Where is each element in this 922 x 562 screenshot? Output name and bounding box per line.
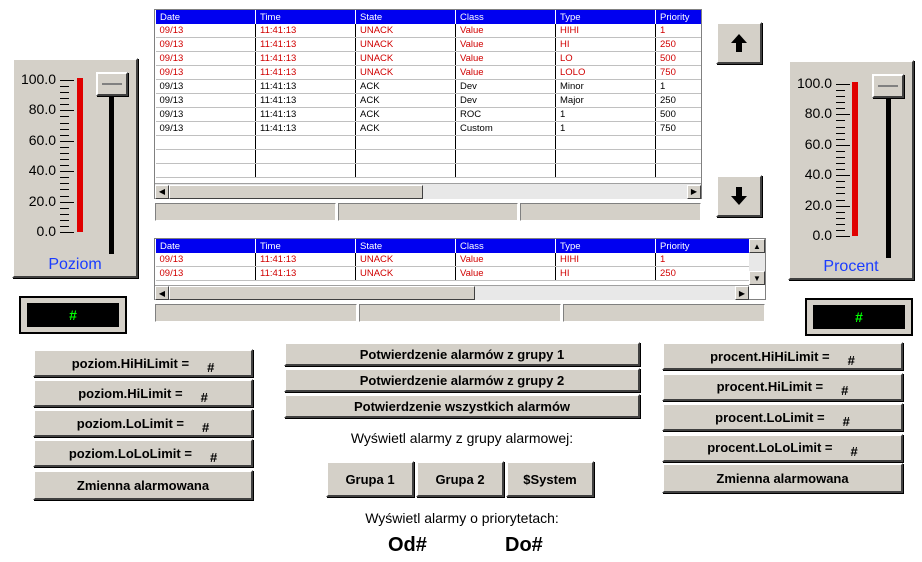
table-cell: UNACK [356, 24, 456, 38]
ack-all-button[interactable]: Potwierdzenie wszystkich alarmów [284, 394, 640, 418]
table-cell: 1 [556, 122, 656, 136]
table-cell [456, 164, 556, 178]
table-cell: 500 [656, 52, 702, 66]
table-cell: Value [456, 253, 556, 267]
scale-tick [60, 92, 69, 93]
bottom-grid-status-bar [155, 304, 765, 322]
scale-tick [836, 151, 845, 152]
left-limit-button[interactable] [33, 409, 253, 437]
scrollbar-thumb[interactable] [169, 185, 423, 199]
table-cell: 11:41:13 [256, 80, 356, 94]
limit-value: # [207, 359, 215, 375]
scale-label: 0.0 [812, 227, 832, 243]
table-cell: 09/13 [156, 122, 256, 136]
scale-tick [60, 135, 69, 136]
table-cell: HIHI [556, 253, 656, 267]
scale-tick [60, 147, 69, 148]
table-row[interactable] [156, 108, 702, 122]
limit-label: poziom.LoLoLimit = [68, 445, 192, 461]
table-cell [356, 164, 456, 178]
column-header-date[interactable]: Date [156, 239, 256, 253]
scale-tick [836, 187, 845, 188]
table-cell: LOLO [556, 66, 656, 80]
scale-tick [836, 200, 845, 201]
table-cell: 1 [656, 80, 702, 94]
priority-to-value: Do# [505, 534, 543, 556]
scale-tick [60, 226, 69, 227]
table-row[interactable] [156, 267, 750, 281]
grid-header-row [156, 10, 702, 24]
table-cell: 11:41:13 [256, 122, 356, 136]
left-limit-button[interactable] [33, 349, 253, 377]
scale-tick [60, 86, 69, 87]
table-cell: UNACK [356, 52, 456, 66]
gauge-name-label: Poziom [48, 256, 102, 273]
table-cell: ACK [356, 108, 456, 122]
scale-tick [60, 104, 69, 105]
limit-label: procent.HiLimit = [716, 379, 824, 394]
scale-tick [836, 102, 845, 103]
status-pane [338, 203, 519, 221]
gauge-bar-track [852, 82, 858, 236]
table-row[interactable] [156, 24, 702, 38]
display-value: # [813, 305, 905, 329]
table-cell: 09/13 [156, 267, 256, 281]
table-row[interactable] [156, 150, 702, 164]
ack-group-1-button[interactable]: Potwierdzenie alarmów z grupy 1 [284, 342, 640, 366]
table-row[interactable] [156, 80, 702, 94]
scale-tick [60, 196, 69, 197]
column-header-time[interactable]: Time [256, 10, 356, 24]
limit-label: procent.LoLoLimit = [707, 440, 833, 455]
table-cell: 11:41:13 [256, 267, 356, 281]
scale-tick [836, 84, 850, 85]
scale-tick [60, 153, 69, 154]
table-cell: 09/13 [156, 66, 256, 80]
scale-label: 40.0 [804, 166, 832, 183]
top-grid-horizontal-scrollbar[interactable] [155, 183, 701, 199]
column-header-priority[interactable]: Priority [656, 239, 750, 253]
table-cell [256, 150, 356, 164]
table-cell [156, 136, 256, 150]
scale-tick [836, 230, 845, 231]
table-cell: 250 [656, 94, 702, 108]
table-cell: ROC [456, 108, 556, 122]
table-cell: Value [456, 66, 556, 80]
table-cell: ACK [356, 94, 456, 108]
limit-label: procent.LoLimit = [715, 409, 825, 425]
ack-group-2-button[interactable]: Potwierdzenie alarmów z grupy 2 [284, 368, 640, 392]
table-cell: Value [456, 38, 556, 52]
scale-tick [836, 193, 845, 194]
scale-label: 60.0 [28, 131, 56, 148]
table-cell [556, 164, 656, 178]
scale-tick [60, 208, 69, 209]
scale-label: 80.0 [28, 101, 56, 118]
alarm-grid-top[interactable] [154, 9, 702, 199]
gauge-panel-poziom [12, 58, 138, 278]
scale-label: 0.0 [36, 223, 56, 239]
table-cell [456, 136, 556, 150]
table-cell: 11:41:13 [256, 24, 356, 38]
table-cell: UNACK [356, 66, 456, 80]
scale-tick [60, 159, 69, 160]
table-cell: HIHI [556, 24, 656, 38]
scale-label: 100.0 [20, 71, 56, 87]
limit-label: poziom.HiLimit = [78, 385, 183, 401]
column-header-class[interactable]: Class [456, 10, 556, 24]
scale-tick [836, 169, 845, 170]
scale-tick [836, 139, 845, 140]
table-cell [656, 136, 702, 150]
scale-tick [836, 163, 845, 164]
table-cell: ACK [356, 80, 456, 94]
scale-tick [60, 177, 69, 178]
table-cell: Minor [556, 80, 656, 94]
column-header-type[interactable]: Type [556, 10, 656, 24]
table-row[interactable] [156, 164, 702, 178]
table-cell: HI [556, 267, 656, 281]
group-2-button[interactable]: Grupa 2 [416, 461, 504, 497]
value-display-poziom [19, 296, 127, 334]
limit-value: # [842, 413, 850, 429]
gauge-name-label: Procent [823, 258, 879, 275]
scroll-up-small-icon[interactable]: ▲ [749, 239, 765, 253]
scale-tick [60, 98, 69, 99]
limit-value: # [202, 419, 210, 435]
table-cell [556, 150, 656, 164]
table-cell: 09/13 [156, 24, 256, 38]
scale-tick [60, 116, 69, 117]
table-cell: 09/13 [156, 80, 256, 94]
slider-thumb[interactable] [96, 72, 128, 96]
limit-value: # [841, 383, 849, 398]
scrollbar-thumb[interactable] [169, 286, 475, 300]
scroll-right-icon[interactable]: ▶ [735, 286, 749, 300]
scale-tick [60, 202, 74, 203]
table-row[interactable] [156, 38, 702, 52]
bottom-grid-horizontal-scrollbar[interactable] [155, 285, 749, 300]
table-cell: 11:41:13 [256, 66, 356, 80]
scroll-down-small-icon[interactable]: ▼ [749, 271, 765, 285]
scale-tick [60, 232, 74, 233]
right-limit-button[interactable] [662, 373, 903, 401]
top-grid-status-bar [155, 203, 701, 221]
scale-tick [60, 80, 74, 81]
table-cell [556, 136, 656, 150]
table-cell [256, 164, 356, 178]
table-cell: 09/13 [156, 253, 256, 267]
column-header-state[interactable]: State [356, 239, 456, 253]
scale-tick [60, 123, 69, 124]
table-cell: 11:41:13 [256, 94, 356, 108]
scale-tick [60, 171, 74, 172]
scale-tick [836, 157, 845, 158]
scale-tick [60, 165, 69, 166]
display-value: # [27, 303, 119, 327]
table-cell [156, 150, 256, 164]
scale-tick [60, 220, 69, 221]
priority-from-value: Od# [388, 534, 427, 556]
table-row[interactable] [156, 253, 750, 267]
status-pane [563, 304, 765, 322]
arrow-down-icon [730, 186, 748, 206]
scale-tick [836, 175, 850, 176]
scale-label: 80.0 [804, 105, 832, 122]
scale-tick [836, 127, 845, 128]
table-cell: 1 [656, 253, 750, 267]
scale-tick [836, 206, 850, 207]
scale-label: 20.0 [28, 192, 56, 209]
table-cell: UNACK [356, 267, 456, 281]
table-cell: 09/13 [156, 94, 256, 108]
gauge-level-bar [852, 82, 858, 236]
table-cell: Dev [456, 80, 556, 94]
slider-track [109, 78, 114, 254]
group-prompt-label: Wyświetl alarmy z grupy alarmowej: [350, 430, 574, 446]
column-header-type[interactable]: Type [556, 239, 656, 253]
scroll-down-button[interactable] [716, 175, 762, 217]
table-cell: 09/13 [156, 52, 256, 66]
table-cell: Value [456, 52, 556, 66]
priority-prompt-label: Wyświetl alarmy o priorytetach: [365, 510, 559, 526]
limit-label: procent.HiHiLimit = [710, 348, 830, 364]
scale-tick [836, 114, 850, 115]
table-cell: 11:41:13 [256, 52, 356, 66]
right-limit-button[interactable] [662, 403, 903, 431]
status-pane [520, 203, 701, 221]
scale-label: 20.0 [804, 196, 832, 213]
table-row[interactable] [156, 52, 702, 66]
scale-tick [836, 133, 845, 134]
scale-tick [836, 145, 850, 146]
left-limit-button[interactable] [33, 439, 253, 467]
table-cell [356, 150, 456, 164]
scale-tick [836, 218, 845, 219]
table-cell: UNACK [356, 38, 456, 52]
scale-tick [60, 189, 69, 190]
table-row[interactable] [156, 66, 702, 80]
table-cell: 500 [656, 108, 702, 122]
limit-value: # [847, 352, 855, 368]
table-cell: Custom [456, 122, 556, 136]
limit-value: # [200, 389, 208, 405]
status-pane [155, 203, 336, 221]
table-cell: 750 [656, 66, 702, 80]
table-cell: UNACK [356, 253, 456, 267]
column-header-state[interactable]: State [356, 10, 456, 24]
scale-tick [836, 224, 845, 225]
table-cell [656, 164, 702, 178]
table-cell: Value [456, 267, 556, 281]
scale-tick [836, 181, 845, 182]
column-header-date[interactable]: Date [156, 10, 256, 24]
right-limit-button[interactable] [662, 342, 903, 370]
slider-track [886, 82, 891, 258]
scale-tick [60, 110, 74, 111]
scale-tick [836, 108, 845, 109]
scroll-left-icon[interactable]: ◀ [155, 286, 169, 300]
table-cell [156, 164, 256, 178]
limit-value: # [209, 449, 218, 465]
limit-value: # [850, 444, 858, 459]
scale-tick [836, 120, 845, 121]
status-pane [155, 304, 357, 322]
table-cell: Value [456, 24, 556, 38]
gauge-panel-procent [788, 60, 914, 280]
right-variable-button[interactable]: Zmienna alarmowana [662, 463, 903, 493]
right-limit-button[interactable] [662, 434, 903, 462]
system-group-button[interactable]: $System [506, 461, 594, 497]
table-cell: 09/13 [156, 108, 256, 122]
scale-tick [60, 141, 74, 142]
arrow-up-icon [730, 33, 748, 53]
table-cell [456, 150, 556, 164]
grid-header-row [156, 239, 750, 253]
slider-thumb[interactable] [872, 74, 904, 98]
scale-tick [60, 183, 69, 184]
table-cell: 1 [556, 108, 656, 122]
scale-tick [60, 129, 69, 130]
column-header-class[interactable]: Class [456, 239, 556, 253]
scale-label: 100.0 [796, 75, 832, 91]
value-display-procent [805, 298, 913, 336]
scroll-right-icon[interactable]: ▶ [687, 185, 701, 199]
group-1-button[interactable]: Grupa 1 [326, 461, 414, 497]
table-cell: LO [556, 52, 656, 66]
gauge-bar-track [77, 78, 83, 232]
table-cell [656, 150, 702, 164]
column-header-priority[interactable]: Priority [656, 10, 702, 24]
table-cell [356, 136, 456, 150]
table-row[interactable] [156, 94, 702, 108]
table-cell [256, 136, 356, 150]
table-row[interactable] [156, 122, 702, 136]
scale-tick [836, 212, 845, 213]
table-cell: HI [556, 38, 656, 52]
table-row[interactable] [156, 136, 702, 150]
scale-tick [60, 214, 69, 215]
scroll-left-icon[interactable]: ◀ [155, 185, 169, 199]
table-cell: 750 [656, 122, 702, 136]
table-cell: Major [556, 94, 656, 108]
table-cell: 250 [656, 38, 702, 52]
left-variable-button[interactable]: Zmienna alarmowana [33, 470, 253, 500]
column-header-time[interactable]: Time [256, 239, 356, 253]
limit-label: poziom.LoLimit = [76, 415, 184, 431]
table-cell: ACK [356, 122, 456, 136]
scale-label: 60.0 [804, 135, 832, 152]
table-cell: 11:41:13 [256, 108, 356, 122]
left-limit-button[interactable] [33, 379, 253, 407]
scroll-up-button[interactable] [716, 22, 762, 64]
bottom-grid-vertical-scrollbar[interactable] [749, 239, 765, 285]
scale-tick [836, 90, 845, 91]
table-cell: 11:41:13 [256, 38, 356, 52]
table-cell: 250 [656, 267, 750, 281]
table-cell: Dev [456, 94, 556, 108]
limit-label: poziom.HiHiLimit = [71, 355, 190, 371]
table-cell: 1 [656, 24, 702, 38]
table-cell: 09/13 [156, 38, 256, 52]
table-cell: 11:41:13 [256, 253, 356, 267]
status-pane [359, 304, 561, 322]
scale-tick [836, 96, 845, 97]
gauge-level-bar [77, 78, 83, 232]
scale-label: 40.0 [28, 162, 56, 179]
scale-tick [836, 236, 850, 237]
